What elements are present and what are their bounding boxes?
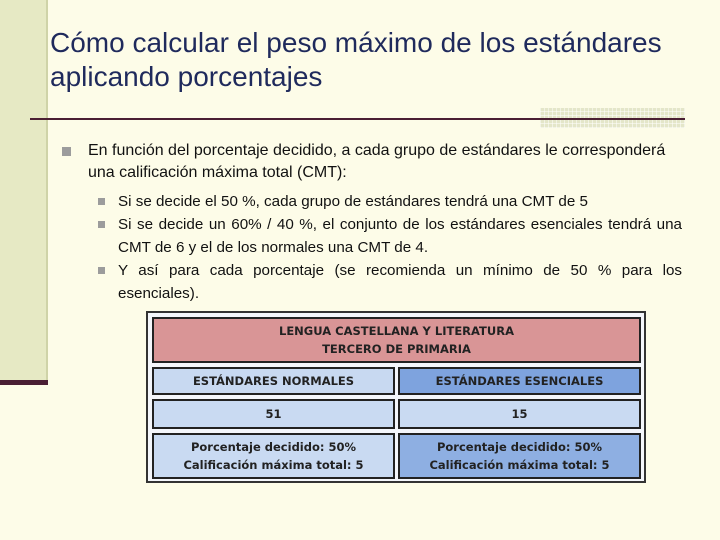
left-decor-accent <box>0 380 48 385</box>
bullet-square-icon <box>98 267 105 274</box>
title-rule <box>30 118 685 120</box>
left-decor-bar <box>0 0 48 383</box>
standards-table <box>146 311 646 483</box>
sub-bullet: Si se decide un 60% / 40 %, el conjunto de los estándares esenciales tendrá una CMT de 6 y el de los normales una CMT de 4. <box>98 213 682 259</box>
table-header: LENGUA CASTELLANA Y LITERATURA TERCERO DE PRIMARIA <box>152 317 641 363</box>
count-normales: 51 <box>152 399 395 429</box>
main-bullet <box>62 140 682 184</box>
slide-content <box>62 140 682 305</box>
bullet-square-icon <box>62 147 71 156</box>
main-bullet-text: En función del porcentaje decidido, a cada grupo de estándares le corresponderá una calificación máxima total (CMT): <box>88 142 666 181</box>
bullet-square-icon <box>98 198 105 205</box>
col-header-normales: ESTÁNDARES NORMALES <box>152 367 395 395</box>
count-esenciales: 15 <box>398 399 641 429</box>
sub-bullet-list <box>98 190 682 305</box>
bullet-square-icon <box>98 221 105 228</box>
summary-esenciales: Porcentaje decidido: 50% Calificación máxima total: 5 <box>398 433 641 479</box>
summary-normales: Porcentaje decidido: 50% Calificación máxima total: 5 <box>152 433 395 479</box>
sub-bullet: Y así para cada porcentaje (se recomienda un mínimo de 50 % para los esenciales). <box>98 259 682 305</box>
slide-title: Cómo calcular el peso máximo de los estándares aplicando porcentajes <box>50 27 662 92</box>
sub-bullet: Si se decide el 50 %, cada grupo de estándares tendrá una CMT de 5 <box>98 190 682 213</box>
col-header-esenciales: ESTÁNDARES ESENCIALES <box>398 367 641 395</box>
